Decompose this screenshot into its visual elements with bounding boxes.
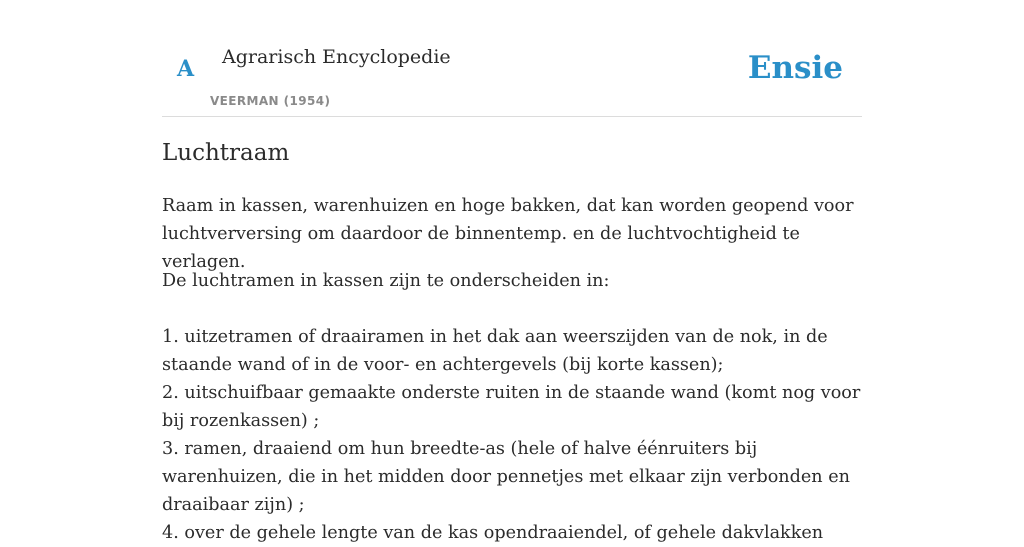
definition-paragraph: Raam in kassen, warenhuizen en hoge bakken, dat kan worden geopend voor luchtverversing om daardoor de binnentemp. en de luchtvochtigheid te verlagen. [162,196,854,272]
encyclopedia-logo-icon[interactable]: A [177,56,195,82]
window-types-list [162,323,862,547]
author-meta: VEERMAN (1954) [210,94,331,108]
list-item: 2. uitschuifbaar gemaakte onderste ruiten in de staande wand (komt nog voor bij rozenkassen) ; [162,383,861,431]
list-item: 3. ramen, draaiend om hun breedte-as (hele of halve éénruiters bij warenhuizen, die in het midden door pennetjes met elkaar zijn verbonden en draaibaar zijn) ; [162,439,850,515]
article-page [162,0,862,543]
encyclopedia-title-link[interactable]: Agrarisch Encyclopedie [222,46,451,68]
entry-title: Luchtraam [162,140,290,166]
list-item: 1. uitzetramen of draairamen in het dak aan weerszijden van de nok, in de staande wand of in de voor- en achtergevels (bij korte kassen); [162,327,828,375]
intro-paragraph: De luchtramen in kassen zijn te onderscheiden in: [162,271,610,291]
list-item: 4. over de gehele lengte van de kas opendraaiendel, of gehele dakvlakken [162,523,824,543]
brand-logo-link[interactable]: Ensie [747,50,843,86]
page-header [162,0,862,117]
